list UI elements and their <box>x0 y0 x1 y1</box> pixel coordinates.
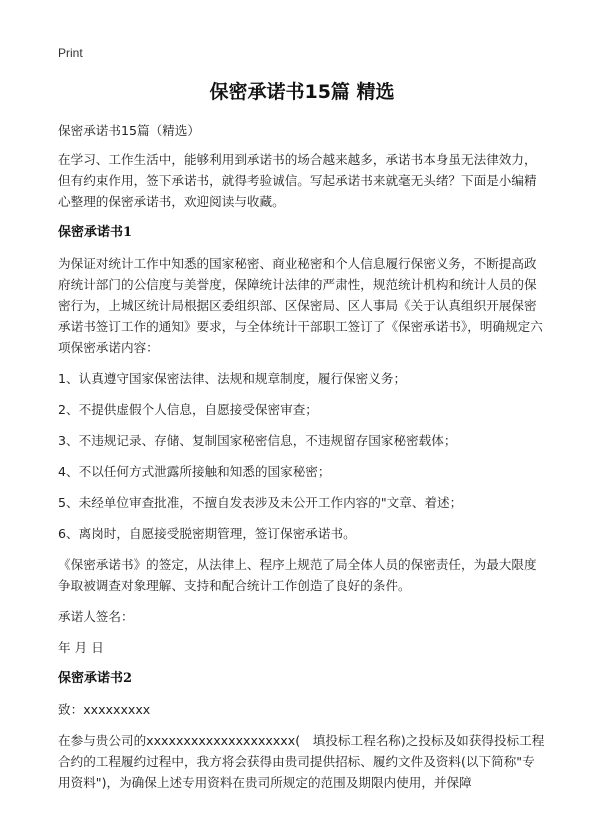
document-body <box>58 78 546 803</box>
section-2-body: 在参与贵公司的xxxxxxxxxxxxxxxxxxxx( 填投标工程名称)之投标及如获得投标工程合约的工程履约过程中，我方将会获得由贵司提供招标、履约文件及资料(以下简称"专用资料")，为确保上述专用资料在贵司所规定的范围及期限内使用，并保障 <box>58 733 545 790</box>
section-1-heading: 保密承诺书1 <box>58 225 133 240</box>
commitment-item: 1、认真遵守国家保密法律、法规和规章制度，履行保密义务； <box>58 371 407 386</box>
commitment-item: 5、未经单位审查批准，不擅自发表涉及未公开工作内容的"文章、着述； <box>58 495 463 510</box>
document-subtitle: 保密承诺书15篇（精选） <box>58 123 200 138</box>
section-2-heading: 保密承诺书2 <box>58 671 133 686</box>
intro-paragraph: 在学习、工作生活中，能够利用到承诺书的场合越来越多，承诺书本身虽无法律效力，但有约束作用，签下承诺书，就得考验诚信。写起承诺书来就毫无头绪？下面是小编精心整理的保密承诺书，欢迎阅读与收藏。 <box>58 152 537 209</box>
commitment-item: 6、离岗时，自愿接受脱密期管理，签订保密承诺书。 <box>58 526 356 541</box>
date-line: 年 月 日 <box>58 640 104 655</box>
commitment-item: 2、不提供虚假个人信息，自愿接受保密审查； <box>58 402 318 417</box>
section-2-addressee: 致：xxxxxxxxx <box>58 702 151 717</box>
page-title: 保密承诺书15篇 精选 <box>209 81 395 103</box>
print-link[interactable]: Print <box>58 46 83 60</box>
signature-line: 承诺人签名： <box>58 609 134 624</box>
section-1-body: 为保证对统计工作中知悉的国家秘密、商业秘密和个人信息履行保密义务，不断提高政府统计部门的公信度与美誉度，保障统计法律的严肃性，规范统计机构和统计人员的保密行为，上城区统计局根据区委组织部、区保密局、区人事局《关于认真组织开展保密承诺书签订工作的通知》要求，与全体统计干部职工签订了《保密承诺书》，明确规定六项保密承诺内容： <box>58 256 543 355</box>
commitment-item: 4、不以任何方式泄露所接触和知悉的国家秘密； <box>58 464 331 479</box>
section-1-closing: 《保密承诺书》的签定，从法律上、程序上规范了局全体人员的保密责任，为最大限度争取被调查对象理解、支持和配合统计工作创造了良好的条件。 <box>58 557 537 593</box>
commitment-item: 3、不违规记录、存储、复制国家秘密信息，不违规留存国家秘密载体； <box>58 433 457 448</box>
